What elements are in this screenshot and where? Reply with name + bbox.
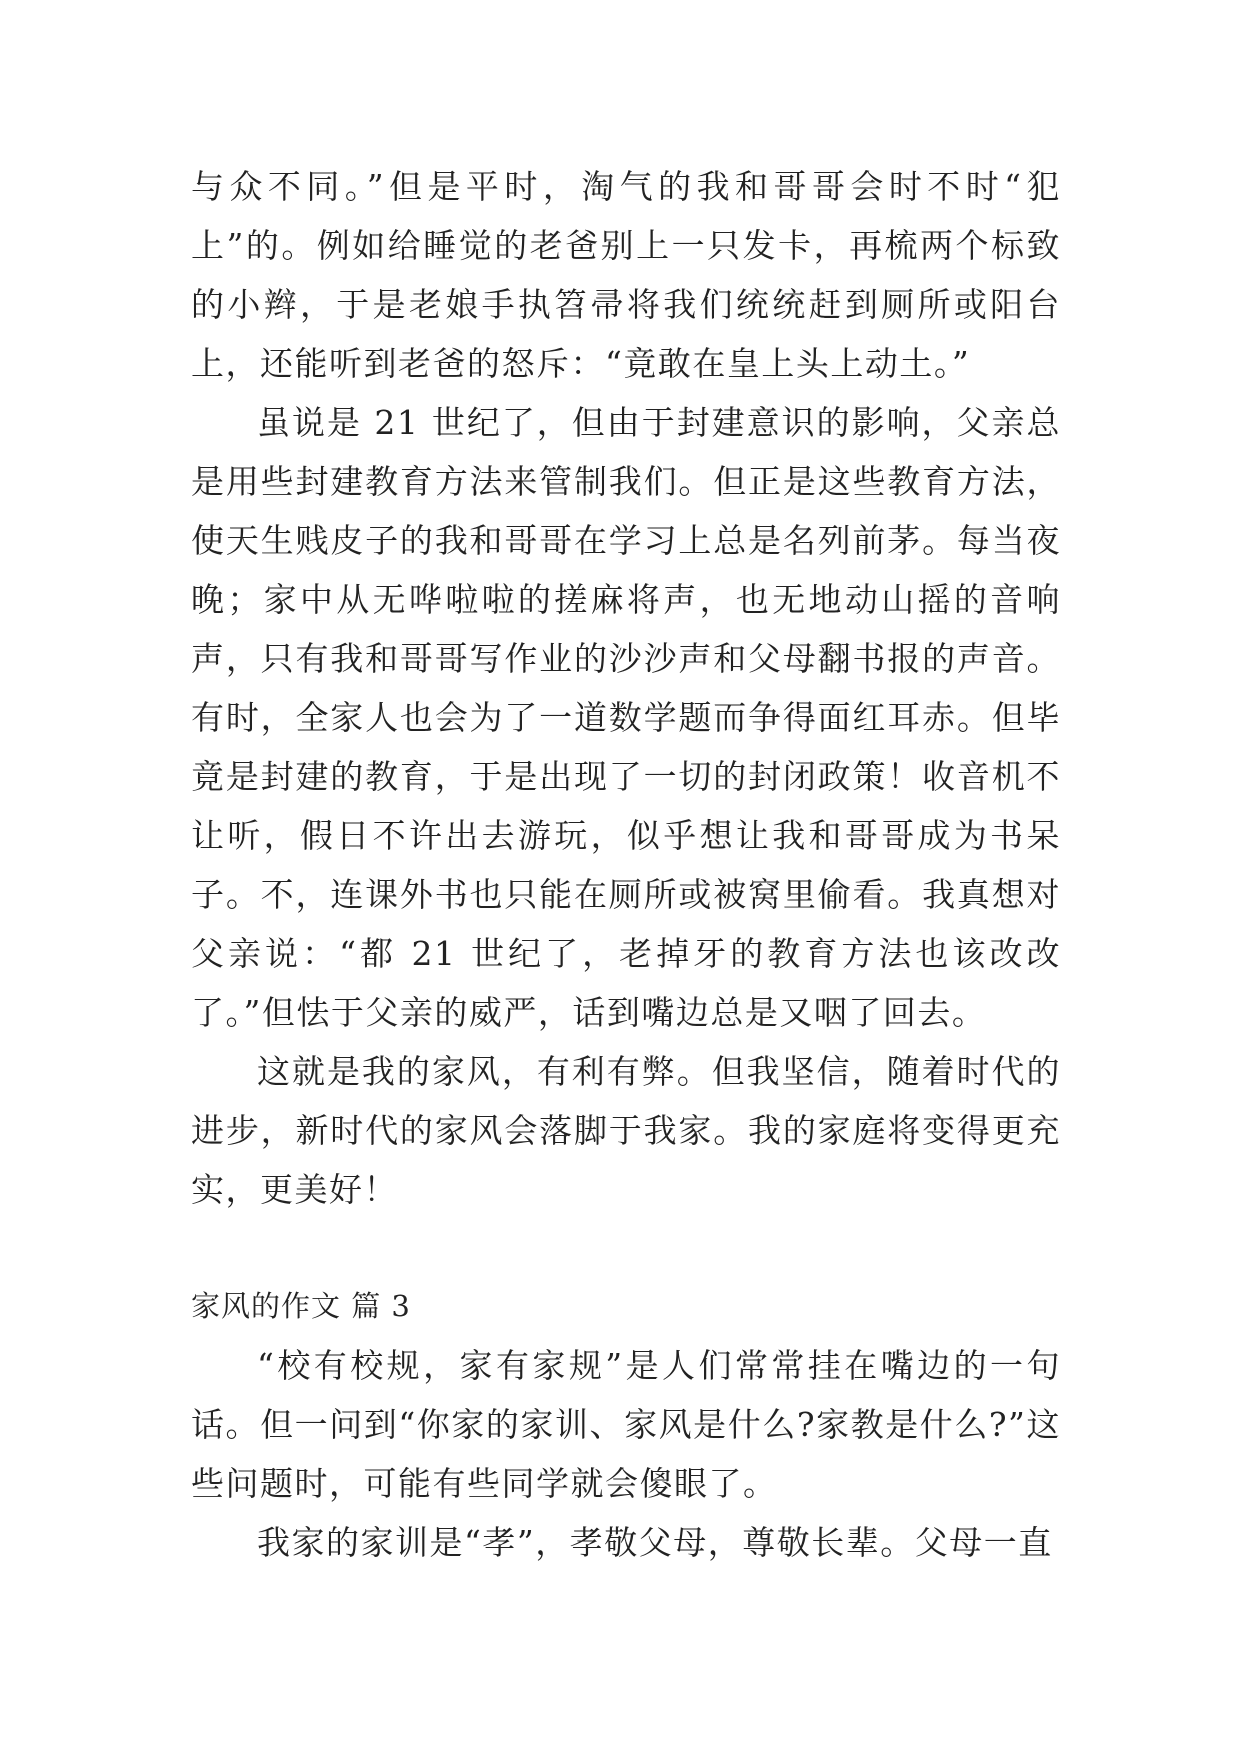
paragraph-continuation: 与众不同。”但是平时，淘气的我和哥哥会时不时“犯上”的。例如给睡觉的老爸别上一只发卡，再梳两个标致的小辫，于是老娘手执笤帚将我们统统赶到厕所或阳台上，还能听到老爸的怒斥：“竟敢在皇上头上动土。” — [191, 167, 1061, 383]
paragraph-school-rules: “校有校规，家有家规”是人们常常挂在嘴边的一句话。但一问到“你家的家训、家风是什么?家教是什么?”这些问题时，可能有些同学就会傻眼了。 — [191, 1346, 1061, 1503]
document-body — [191, 157, 1061, 1572]
paragraph-conclusion: 这就是我的家风，有利有弊。但我坚信，随着时代的进步，新时代的家风会落脚于我家。我的家庭将变得更充实，更美好！ — [191, 1052, 1061, 1209]
section-heading: 家风的作文 篇 3 — [191, 1289, 411, 1323]
paragraph-family-motto: 我家的家训是“孝”，孝敬父母，尊敬长辈。父母一直 — [257, 1523, 1053, 1562]
paragraph-education: 虽说是 21 世纪了，但由于封建意识的影响，父亲总是用些封建教育方法来管制我们。但正是这些教育方法，使天生贱皮子的我和哥哥在学习上总是名列前茅。每当夜晚；家中从无哗啦啦的搓麻将声，也无地动山摇的音响声，只有我和哥哥写作业的沙沙声和父母翻书报的声音。有时，全家人也会为了一道数学题而争得面红耳赤。但毕竟是封建的教育，于是出现了一切的封闭政策！收音机不让听，假日不许出去游玩，似乎想让我和哥哥成为书呆子。不，连课外书也只能在厕所或被窝里偷看。我真想对父亲说：“都 21 世纪了，老掉牙的教育方法也该改改了。”但怯于父亲的威严，话到嘴边总是又咽了回去。 — [191, 403, 1061, 1032]
